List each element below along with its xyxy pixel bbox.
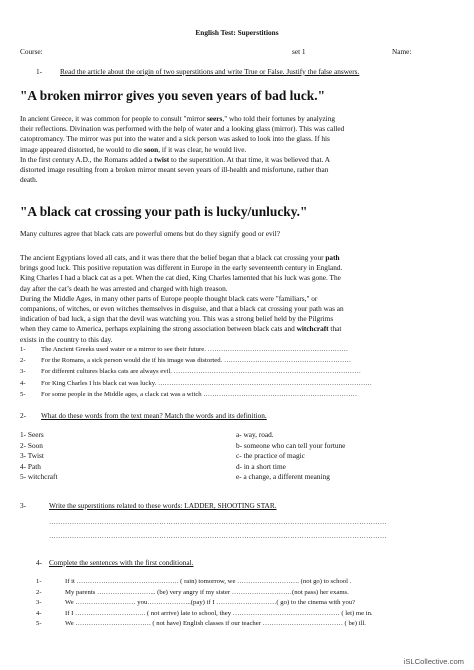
paragraph-line: In the first century A.D., the Romans added a twist to the superstition. At that time, it was believed that. A xyxy=(20,154,331,164)
task1-instruction: Read the article about the origin of two superstitions and write True or False. Justify the false answers. xyxy=(60,67,360,76)
match-definition: b- someone who can tell your fortune xyxy=(236,440,346,450)
match-definition: c- the practice of magic xyxy=(236,451,305,461)
section2-heading: "A black cat crossing your path is lucky/unlucky." xyxy=(20,204,308,219)
match-words-column xyxy=(20,430,57,483)
match-word: 5- witchcraft xyxy=(20,472,58,482)
list-item: 1- The Ancient Greeks used water or a mirror to see their future. ……………………………………………………… xyxy=(20,346,349,353)
list-item: 2- For the Romans, a sick person would die if his image was distorted. ………………………………………………… xyxy=(20,357,352,365)
list-item: 3- We ……………………… you………………..(pay) if I ………………………( go) to the cinema with you? xyxy=(36,599,356,607)
task4-instruction: Complete the sentences with the first conditional. xyxy=(49,558,194,567)
site-watermark: iSLCollective.com xyxy=(403,657,464,666)
match-word: 4- Path xyxy=(20,461,41,471)
paragraph-line: image appeared distorted, he would to die soon, if it was clear, he would live. xyxy=(20,144,247,154)
list-item: 3- For different cultures blacks cats are always evil. ………………………………………………………………………… xyxy=(20,368,361,376)
task2-number: 2- xyxy=(20,411,27,420)
list-item: 4- If I ………………………….. ( not arrive) late to school, they ………………………………………… ( let) me in. xyxy=(36,609,373,617)
match-word: 3- Twist xyxy=(20,451,44,461)
task2-instruction: What do these words from the text mean? Match the words and its definition. xyxy=(41,411,267,420)
true-false-list xyxy=(20,345,460,401)
section2-paragraph xyxy=(20,253,457,345)
section1-paragraph xyxy=(20,114,457,185)
paragraph-line: King Charles I had a black cat as a pet. When the cat died, King Charles lamented that his luck was gone. The xyxy=(20,273,341,283)
section2-intro: Many cultures agree that black cats are powerful omens but do they signify good or evil? xyxy=(20,229,280,238)
paragraph-line: death. xyxy=(20,175,38,185)
page-title: English Test: Superstitions xyxy=(195,28,279,37)
list-item: 1- If it ………………………………………. ( rain) tomorrow, we ………………………. (not go) to school . xyxy=(36,578,352,585)
name-label: Name: xyxy=(392,47,412,56)
match-word: 1- Seers xyxy=(20,430,44,439)
conditional-list xyxy=(36,577,466,630)
paragraph-line: their reflections. Divination was performed with the help of water and a looking glass (mirror). This was called xyxy=(20,124,345,134)
paragraph-line: catoptromancy. The mirror was put into the water and a sick person was asked to look into the glass. If his xyxy=(20,134,330,144)
list-item: 5- For some people in the Middle ages, a clack cat was a witch …………………………………………………………… xyxy=(20,390,358,398)
course-label: Course: xyxy=(20,47,43,56)
paragraph-line: brings good luck. This positive reputation was different in Europe in the early seventeenth century in England. xyxy=(20,263,343,273)
list-item: 4- For King Charles I his black cat was lucky. …………………………………………………………………………………… xyxy=(20,379,372,387)
answer-line: ………………………………………………………………………………………………………………………………… xyxy=(49,519,387,526)
list-item: 2- My parents ……………………... (be) very angry if my sister ………………………(not pass) her exams. xyxy=(36,588,349,596)
task1-number: 1- xyxy=(36,67,43,76)
paragraph-line: distorted image resulting from a broken mirror meant seven years of ill-health and misfortune, rather than xyxy=(20,165,329,175)
paragraph-line: day after the cat’s death he was arrested and charged with high treason. xyxy=(20,283,228,293)
paragraph-line: The ancient Egyptians loved all cats, and it was there that the belief began that a black cat crossing your path xyxy=(20,253,340,262)
task4-number: 4- xyxy=(36,558,43,567)
paragraph-line: when they came to America, perhaps explaining the strong association between black cats and witchcraft that xyxy=(20,324,342,334)
answer-line: ………………………………………………………………………………………………………………………………… xyxy=(49,533,387,540)
paragraph-line: During the Middle Ages, in many other parts of Europe people thought black cats were "familiars," or xyxy=(20,293,318,303)
match-definitions-column xyxy=(236,430,345,483)
match-definition: a- way, road. xyxy=(236,430,274,439)
paragraph-line: indication of bad luck, a sign that the devil was watching you. This was a strong belief held by the Pilgrims xyxy=(20,314,334,324)
task3-instruction: Write the superstitions related to these words: LADDER, SHOOTING STAR. xyxy=(49,501,277,510)
set-label: set 1 xyxy=(292,47,306,56)
match-definition: d- in a short time xyxy=(236,461,286,471)
list-item: 5- We ……………………………. ( not have) English classes if our teacher ……………………………… ( be) ill. xyxy=(36,620,366,628)
paragraph-line: companions, of witches, or even witches themselves in disguise, and that a black cat crossing your path was an xyxy=(20,304,344,314)
task3-number: 3- xyxy=(20,501,27,510)
paragraph-line: In ancient Greece, it was common for people to consult "mirror seers," who told their fortunes by analyzing xyxy=(20,114,335,123)
match-word: 2- Soon xyxy=(20,440,43,450)
match-definition: e- a change, a different meaning xyxy=(236,472,330,482)
section1-heading: "A broken mirror gives you seven years of bad luck." xyxy=(20,88,326,103)
paragraph-line: exists in the country to this day. xyxy=(20,334,113,344)
